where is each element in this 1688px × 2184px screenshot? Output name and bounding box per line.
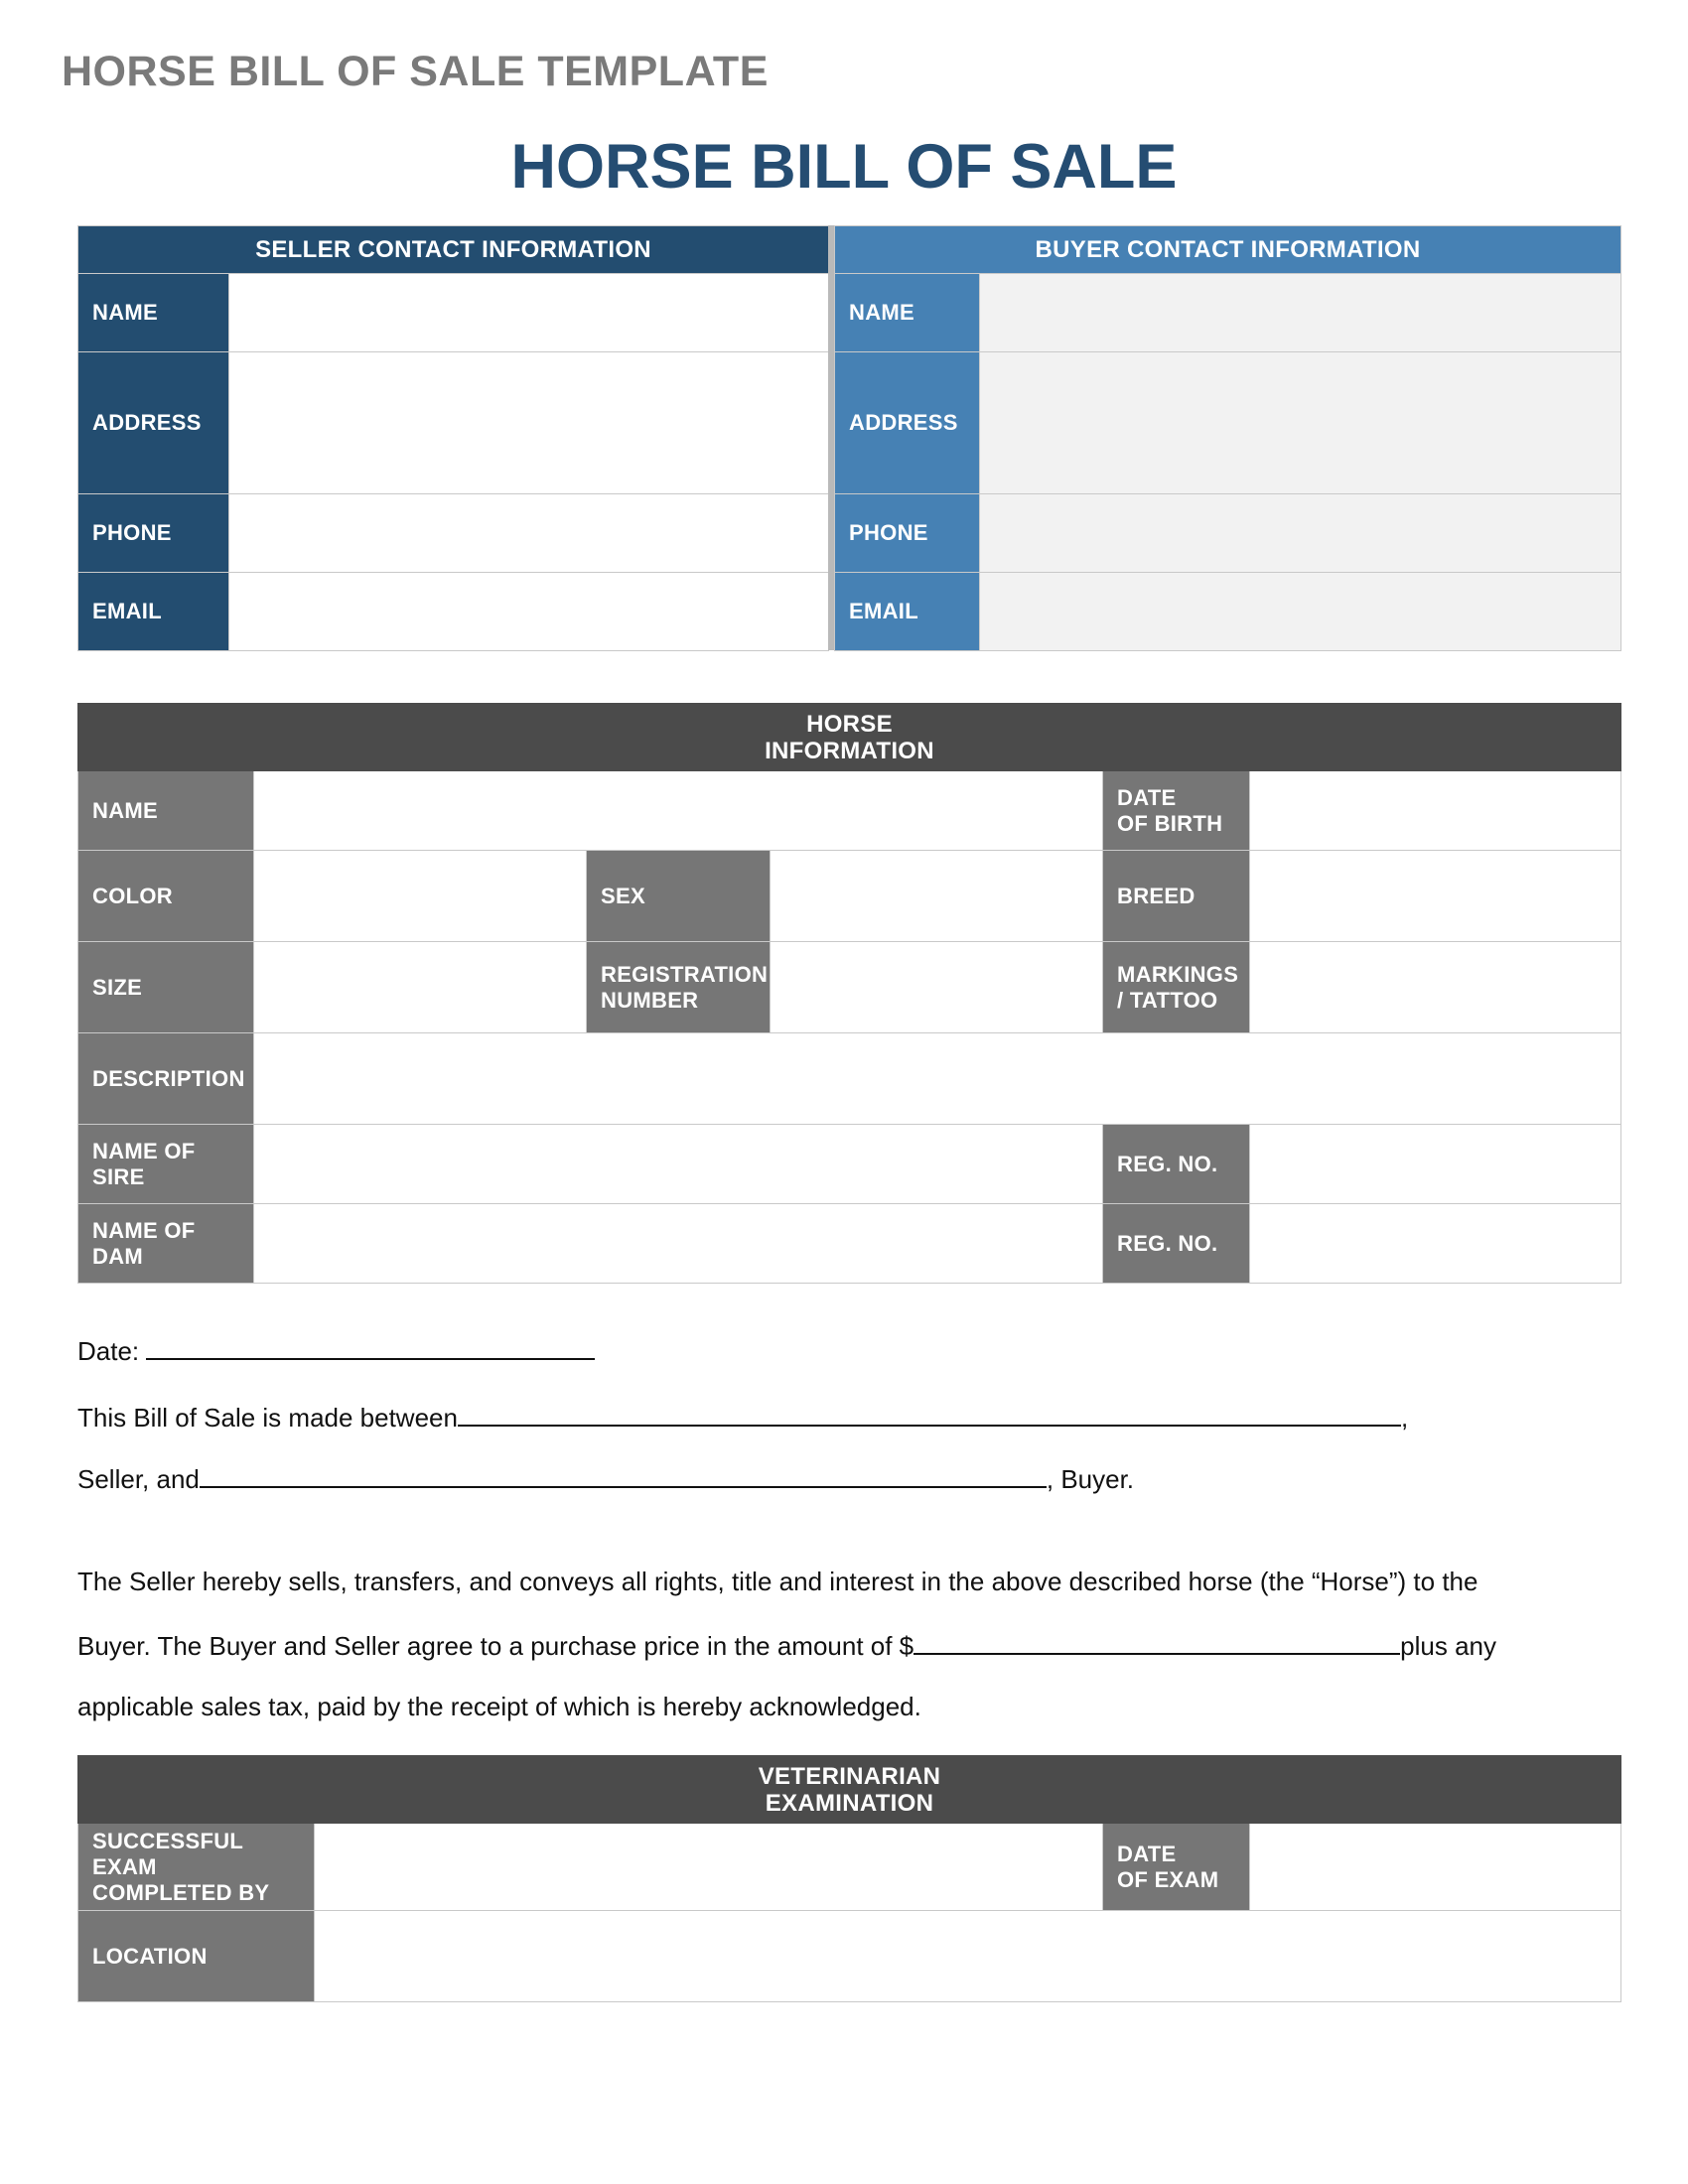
name-of-sire-label	[78, 1125, 254, 1204]
registration-number-field[interactable]	[771, 942, 1103, 1033]
date-label: Date:	[77, 1336, 140, 1366]
agreement-body-line2	[77, 1629, 1496, 1662]
seller-and-text: Seller, and	[77, 1464, 200, 1494]
buyer-name-blank[interactable]	[200, 1462, 1047, 1488]
seller-email-label: EMAIL	[78, 573, 229, 651]
size-field[interactable]	[254, 942, 587, 1033]
horse-header-line2: INFORMATION	[765, 737, 934, 764]
dam-reg-no-field[interactable]	[1250, 1204, 1621, 1284]
seller-name-blank[interactable]	[458, 1401, 1401, 1427]
sire-label-line1: NAME OF	[92, 1138, 196, 1163]
made-between-line	[77, 1401, 1408, 1433]
seller-address-label: ADDRESS	[78, 352, 229, 494]
date-of-birth-label	[1103, 771, 1250, 851]
buyer-email-field[interactable]	[980, 573, 1621, 651]
purchase-price-blank[interactable]	[914, 1629, 1400, 1655]
name-of-dam-field[interactable]	[254, 1204, 1103, 1284]
name-of-sire-field[interactable]	[254, 1125, 1103, 1204]
description-field[interactable]	[254, 1033, 1621, 1125]
agreement-body-line1: The Seller hereby sells, transfers, and conveys all rights, title and interest in the above described horse (the “Horse”) to the	[77, 1567, 1478, 1596]
veterinarian-examination-header	[78, 1756, 1621, 1824]
buyer-email-label: EMAIL	[835, 573, 980, 651]
sex-label: SEX	[587, 851, 771, 942]
color-field[interactable]	[254, 851, 587, 942]
seller-name-field[interactable]	[229, 274, 829, 352]
buyer-phone-field[interactable]	[980, 494, 1621, 573]
exam-label-line2: EXAM	[92, 1853, 157, 1879]
registration-number-label	[587, 942, 771, 1033]
registration-label-line2: NUMBER	[601, 987, 699, 1013]
sex-field[interactable]	[771, 851, 1103, 942]
name-of-dam-label	[78, 1204, 254, 1284]
exam-completed-by-field[interactable]	[315, 1824, 1103, 1911]
markings-tattoo-label	[1103, 942, 1250, 1033]
location-label: LOCATION	[78, 1911, 315, 2002]
seller-phone-label: PHONE	[78, 494, 229, 573]
date-of-exam-label	[1103, 1824, 1250, 1911]
buyer-contact-table	[834, 225, 1621, 651]
horse-name-field[interactable]	[254, 771, 1103, 851]
sire-reg-no-label: REG. NO.	[1103, 1125, 1250, 1204]
seller-email-field[interactable]	[229, 573, 829, 651]
sire-reg-no-field[interactable]	[1250, 1125, 1621, 1204]
purchase-price-text: Buyer. The Buyer and Seller agree to a purchase price in the amount of $	[77, 1631, 914, 1661]
page-title: HORSE BILL OF SALE	[510, 132, 1178, 202]
made-between-comma: ,	[1400, 1403, 1409, 1433]
buyer-name-label: NAME	[835, 274, 980, 352]
breed-label: BREED	[1103, 851, 1250, 942]
date-of-birth-field[interactable]	[1250, 771, 1621, 851]
buyer-address-field[interactable]	[980, 352, 1621, 494]
seller-phone-field[interactable]	[229, 494, 829, 573]
seller-address-field[interactable]	[229, 352, 829, 494]
veterinarian-examination-table	[77, 1755, 1621, 2002]
location-field[interactable]	[315, 1911, 1621, 2002]
horse-name-label: NAME	[78, 771, 254, 851]
plus-any-text: plus any	[1400, 1631, 1496, 1661]
markings-label-line1: MARKINGS	[1117, 961, 1239, 987]
dam-label-line1: NAME OF	[92, 1217, 196, 1243]
template-title: HORSE BILL OF SALE TEMPLATE	[62, 48, 769, 95]
exam-label-line1: SUCCESSFUL	[92, 1828, 244, 1853]
buyer-contact-header: BUYER CONTACT INFORMATION	[835, 226, 1621, 274]
color-label: COLOR	[78, 851, 254, 942]
dob-label-line1: DATE	[1117, 784, 1177, 810]
breed-field[interactable]	[1250, 851, 1621, 942]
date-line	[77, 1334, 595, 1367]
date-of-exam-field[interactable]	[1250, 1824, 1621, 1911]
dam-label-line2: DAM	[92, 1243, 144, 1269]
exam-date-label-line2: OF EXAM	[1117, 1866, 1219, 1892]
horse-header-line1: HORSE	[806, 710, 893, 738]
dam-reg-no-label: REG. NO.	[1103, 1204, 1250, 1284]
registration-label-line1: REGISTRATION	[601, 961, 769, 987]
size-label: SIZE	[78, 942, 254, 1033]
buyer-address-label: ADDRESS	[835, 352, 980, 494]
date-blank[interactable]	[146, 1334, 595, 1360]
markings-tattoo-field[interactable]	[1250, 942, 1621, 1033]
vet-header-line1: VETERINARIAN	[758, 1762, 941, 1790]
buyer-name-field[interactable]	[980, 274, 1621, 352]
markings-label-line2: / TATTOO	[1117, 987, 1218, 1013]
made-between-text: This Bill of Sale is made between	[77, 1403, 458, 1433]
exam-completed-by-label	[78, 1824, 315, 1911]
agreement-body-line3: applicable sales tax, paid by the receipt of which is hereby acknowledged.	[77, 1692, 921, 1721]
horse-information-header	[78, 704, 1621, 771]
buyer-phone-label: PHONE	[835, 494, 980, 573]
seller-contact-header: SELLER CONTACT INFORMATION	[78, 226, 829, 274]
seller-contact-table	[77, 225, 829, 651]
seller-name-label: NAME	[78, 274, 229, 352]
horse-information-table	[77, 703, 1621, 1284]
sire-label-line2: SIRE	[92, 1163, 145, 1189]
buyer-suffix-text: , Buyer.	[1046, 1464, 1135, 1494]
exam-date-label-line1: DATE	[1117, 1841, 1177, 1866]
seller-buyer-line	[77, 1462, 1134, 1495]
description-label: DESCRIPTION	[78, 1033, 254, 1125]
vet-header-line2: EXAMINATION	[765, 1789, 934, 1817]
dob-label-line2: OF BIRTH	[1117, 810, 1223, 836]
exam-label-line3: COMPLETED BY	[92, 1879, 270, 1905]
